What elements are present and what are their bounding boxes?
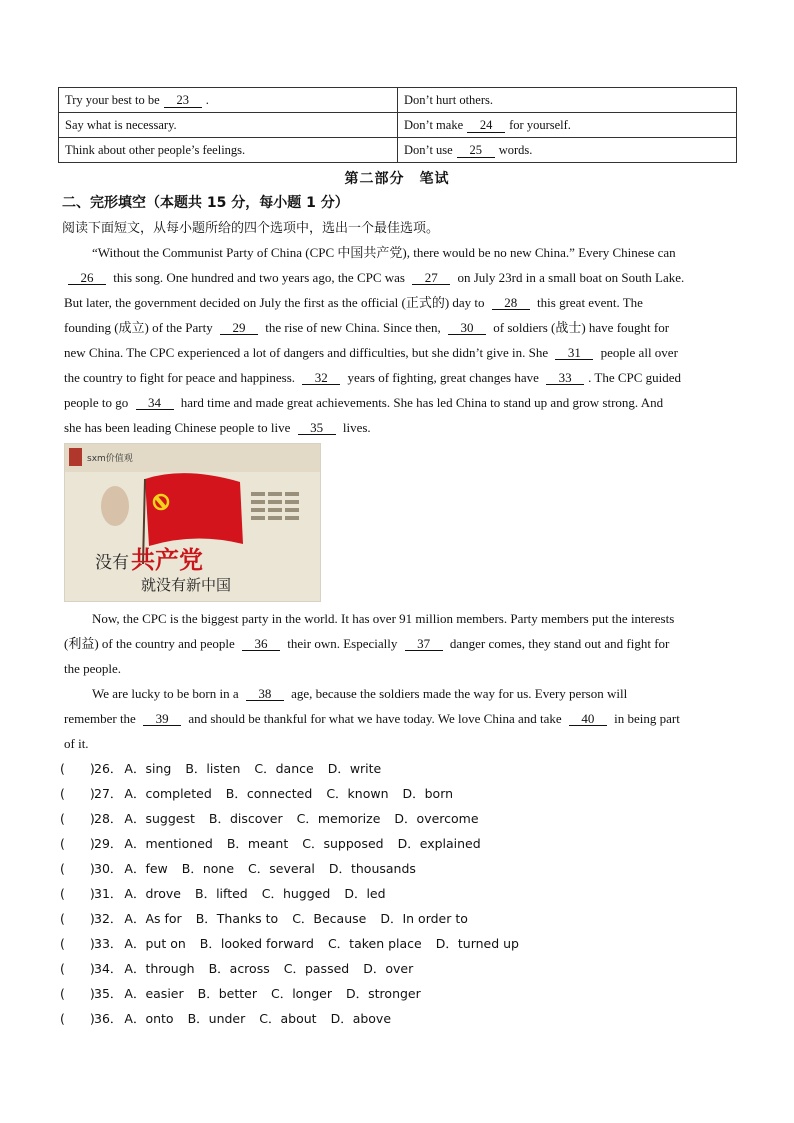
- blank-number: 38: [246, 687, 284, 701]
- passage-text: remember the: [64, 711, 140, 726]
- passage-text: . The CPC guided: [588, 370, 682, 385]
- option-d: D．thousands: [328, 861, 416, 876]
- passage-text: hard time and made great achievements. She has led China to stand up and grow strong. And: [177, 395, 664, 410]
- passage-line: [64, 631, 734, 656]
- blank-number: 29: [220, 321, 258, 335]
- question-number: 36．: [94, 1011, 123, 1026]
- answer-blank[interactable]: ( ): [60, 836, 95, 851]
- option-c: C．taken place: [327, 936, 422, 951]
- option-b: B．better: [197, 986, 257, 1001]
- blank-number: 35: [298, 421, 336, 435]
- passage-text: (利益) of the country and people: [64, 636, 239, 651]
- rules-table: [58, 87, 737, 163]
- passage-text: of it.: [64, 736, 89, 751]
- option-c: C．hugged: [261, 886, 331, 901]
- question-row: [60, 931, 533, 956]
- passage-paragraph-3: [64, 681, 734, 756]
- passage-line: [64, 731, 734, 756]
- section-title: 二、完形填空（本题共 15 分，每小题 1 分）: [62, 195, 349, 211]
- blank-number: 26: [68, 271, 106, 285]
- rule-text: Don’t make: [404, 117, 464, 132]
- option-c: C．known: [326, 786, 389, 801]
- blank-number: 37: [405, 637, 443, 651]
- question-row: [60, 906, 533, 931]
- passage-text: new China. The CPC experienced a lot of dangers and difficulties, but she didn’t give in. She: [64, 345, 552, 360]
- question-row: [60, 831, 533, 856]
- option-b: B．Thanks to: [195, 911, 279, 926]
- option-a: A．sing: [124, 761, 172, 776]
- option-c: C．about: [259, 1011, 317, 1026]
- badge-seal-icon: [69, 448, 82, 466]
- option-b: B．across: [208, 961, 270, 976]
- question-number: 26．: [94, 761, 123, 776]
- option-b: B．lifted: [195, 886, 248, 901]
- passage-line: [64, 681, 734, 706]
- passage-text: the people.: [64, 661, 122, 676]
- option-d: D．turned up: [435, 936, 519, 951]
- passage-line: [64, 415, 734, 440]
- passage-line: [64, 315, 734, 340]
- option-d: D．explained: [397, 836, 481, 851]
- passage-text: their own. Especially: [284, 636, 401, 651]
- passage-text: “Without the Communist Party of China (CPC 中国共产党), there would be no new China.” Every Chinese can: [92, 245, 676, 260]
- answer-blank[interactable]: ( ): [60, 961, 95, 976]
- rules-row: [59, 138, 737, 163]
- question-row: [60, 881, 533, 906]
- option-a: A．mentioned: [124, 836, 213, 851]
- passage-text: the rise of new China. Since then,: [262, 320, 444, 335]
- answer-blank[interactable]: ( ): [60, 911, 95, 926]
- rules-cell-right: [398, 138, 737, 163]
- passage-text: this great event. The: [533, 295, 643, 310]
- passage-text: Now, the CPC is the biggest party in the world. It has over 91 million members. Party members put the interests: [92, 611, 675, 626]
- blank-number: 28: [492, 296, 530, 310]
- answer-blank[interactable]: ( ): [60, 811, 95, 826]
- passage-paragraph-2: [64, 606, 734, 681]
- passage-text: We are lucky to be born in a: [92, 686, 242, 701]
- option-c: C．passed: [283, 961, 350, 976]
- passage-text: But later, the government decided on July the first as the official (正式的) day to: [64, 295, 488, 310]
- option-d: D．In order to: [380, 911, 468, 926]
- option-b: B．listen: [185, 761, 241, 776]
- answer-blank[interactable]: ( ): [60, 786, 95, 801]
- question-row: [60, 856, 533, 881]
- question-number: 28．: [94, 811, 123, 826]
- question-row: [60, 956, 533, 981]
- question-row: [60, 781, 533, 806]
- option-c: C．Because: [292, 911, 367, 926]
- stamp-mark: [101, 486, 129, 526]
- option-a: A．As for: [124, 911, 182, 926]
- slogan-line2: 就没有新中国: [141, 576, 232, 594]
- passage-text: on July 23rd in a small boat on South Lake.: [454, 270, 685, 285]
- option-b: B．looked forward: [199, 936, 314, 951]
- passage-paragraph-1: [64, 240, 734, 440]
- rules-cell-left: [59, 113, 398, 138]
- blank-number: 27: [412, 271, 450, 285]
- question-number: 35．: [94, 986, 123, 1001]
- blank-number: 24: [467, 119, 505, 133]
- option-a: A．few: [124, 861, 168, 876]
- slogan-party: 共产党: [131, 546, 203, 574]
- rules-row: [59, 113, 737, 138]
- question-number: 29．: [94, 836, 123, 851]
- option-c: C．memorize: [296, 811, 381, 826]
- option-a: A．suggest: [124, 811, 195, 826]
- blank-number: 32: [302, 371, 340, 385]
- blank-number: 34: [136, 396, 174, 410]
- option-b: B．discover: [208, 811, 283, 826]
- passage-line: [64, 706, 734, 731]
- passage-text: lives.: [339, 420, 371, 435]
- rules-row: [59, 88, 737, 113]
- option-d: D．above: [330, 1011, 392, 1026]
- cpc-slogan-photo: [64, 443, 321, 602]
- passage-line: [64, 365, 734, 390]
- part-title: 第二部分 笔试: [344, 171, 450, 187]
- passage-line: [64, 240, 734, 265]
- passage-text: founding (成立) of the Party: [64, 320, 217, 335]
- answer-blank[interactable]: ( ): [60, 986, 95, 1001]
- question-row: [60, 806, 533, 831]
- passage-text: people all over: [597, 345, 678, 360]
- passage-text: and should be thankful for what we have today. We love China and take: [185, 711, 565, 726]
- rule-text-tail: for yourself.: [509, 117, 571, 132]
- instructions: 阅读下面短文，从每小题所给的四个选项中，选出一个最佳选项。: [62, 221, 440, 236]
- blank-number: 25: [457, 144, 495, 158]
- option-a: A．put on: [124, 936, 186, 951]
- passage-line: [64, 265, 734, 290]
- badge-text: sxm价值观: [87, 454, 133, 464]
- rule-text: Say what is necessary.: [65, 117, 177, 132]
- option-a: A．through: [124, 961, 195, 976]
- passage-line: [64, 390, 734, 415]
- passage-text: years of fighting, great changes have: [344, 370, 543, 385]
- slogan-illustration: [65, 444, 320, 601]
- passage-text: danger comes, they stand out and fight for: [446, 636, 670, 651]
- question-options-list: [60, 756, 533, 1031]
- answer-blank[interactable]: ( ): [60, 936, 95, 951]
- option-b: B．connected: [225, 786, 313, 801]
- option-c: C．several: [248, 861, 315, 876]
- rules-cell-right: [398, 88, 737, 113]
- passage-text: this song. One hundred and two years ago, the CPC was: [110, 270, 409, 285]
- rule-text: Don’t hurt others.: [404, 92, 493, 107]
- passage-text: in being part: [610, 711, 680, 726]
- option-b: B．under: [187, 1011, 246, 1026]
- question-row: [60, 1006, 533, 1031]
- option-a: A．drove: [124, 886, 181, 901]
- question-number: 33．: [94, 936, 123, 951]
- answer-blank[interactable]: ( ): [60, 1011, 95, 1026]
- option-d: D．stronger: [346, 986, 421, 1001]
- slogan-prefix: 没有: [95, 553, 129, 573]
- passage-text: the country to fight for peace and happiness.: [64, 370, 299, 385]
- option-d: D．write: [327, 761, 382, 776]
- option-c: C．longer: [270, 986, 333, 1001]
- passage-text: of soldiers (战士) have fought for: [489, 320, 670, 335]
- option-b: B．none: [181, 861, 235, 876]
- blank-number: 39: [143, 712, 181, 726]
- rules-cell-left: [59, 138, 398, 163]
- rule-text: Don’t use: [404, 142, 453, 157]
- rule-text: Try your best to be: [65, 92, 160, 107]
- option-d: D．born: [402, 786, 454, 801]
- passage-text: people to go: [64, 395, 132, 410]
- option-c: C．supposed: [302, 836, 384, 851]
- question-number: 34．: [94, 961, 123, 976]
- question-row: [60, 981, 533, 1006]
- question-number: 32．: [94, 911, 123, 926]
- passage-line: [64, 290, 734, 315]
- question-number: 27．: [94, 786, 123, 801]
- answer-blank[interactable]: ( ): [60, 761, 95, 776]
- blank-number: 30: [448, 321, 486, 335]
- blank-number: 23: [164, 94, 202, 108]
- option-a: A．easier: [124, 986, 184, 1001]
- option-d: D．over: [363, 961, 414, 976]
- blank-number: 40: [569, 712, 607, 726]
- question-number: 30．: [94, 861, 123, 876]
- passage-line: [64, 656, 734, 681]
- option-d: D．led: [344, 886, 386, 901]
- rules-cell-left: [59, 88, 398, 113]
- option-b: B．meant: [226, 836, 289, 851]
- rules-cell-right: [398, 113, 737, 138]
- answer-blank[interactable]: ( ): [60, 886, 95, 901]
- rule-text: Think about other people’s feelings.: [65, 142, 246, 157]
- passage-text: she has been leading Chinese people to live: [64, 420, 294, 435]
- blank-number: 36: [242, 637, 280, 651]
- rule-text-tail: .: [205, 92, 209, 107]
- question-row: [60, 756, 533, 781]
- passage-line: [64, 340, 734, 365]
- blank-number: 33: [546, 371, 584, 385]
- option-a: A．onto: [124, 1011, 174, 1026]
- passage-text: age, because the soldiers made the way for us. Every person will: [287, 686, 628, 701]
- option-a: A．completed: [124, 786, 212, 801]
- blank-number: 31: [555, 346, 593, 360]
- option-c: C．dance: [254, 761, 314, 776]
- question-number: 31．: [94, 886, 123, 901]
- answer-blank[interactable]: ( ): [60, 861, 95, 876]
- option-d: D．overcome: [394, 811, 479, 826]
- passage-line: [64, 606, 734, 631]
- rule-text-tail: words.: [498, 142, 533, 157]
